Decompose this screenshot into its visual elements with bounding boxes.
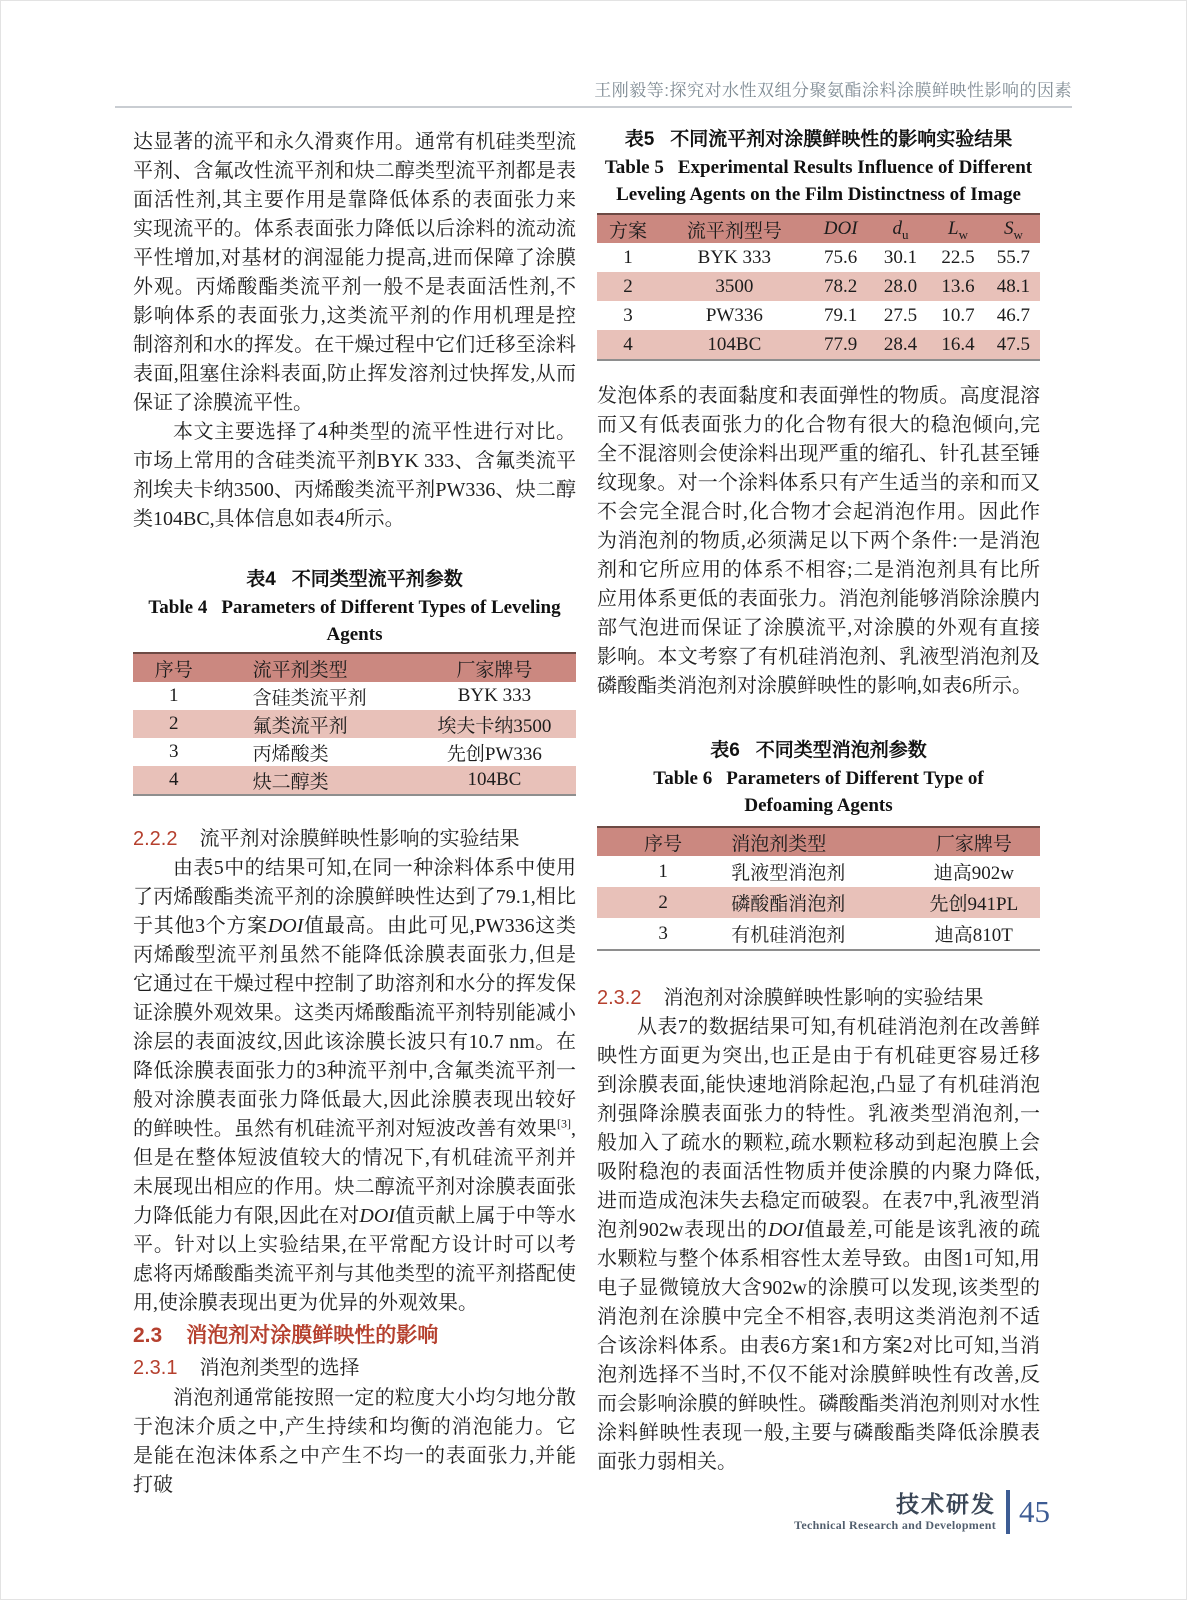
table4-caption-cn <box>133 566 576 594</box>
table-cell: 46.7 <box>996 304 1031 326</box>
section-number: 2.3.1 <box>133 1357 178 1379</box>
table-cell: 55.7 <box>996 246 1031 268</box>
table-cell: 79.1 <box>824 304 858 326</box>
section-2-3-2-heading <box>597 983 1040 1013</box>
section-2-3-1-body <box>133 1384 576 1500</box>
right-column-para-defoamer <box>597 382 1040 701</box>
table5-caption-cn <box>597 126 1040 154</box>
table-row <box>133 682 576 710</box>
column-header: $L_w$ <box>948 218 968 242</box>
table-caption-title: 不同类型消泡剂参数 <box>755 740 927 761</box>
left-column-para-intro <box>133 418 576 534</box>
section-2-2-2-body <box>133 854 576 1318</box>
paragraph: 达显著的流平和永久滑爽作用。通常有机硅类型流平剂、含氟改性流平剂和炔二醇类型流平剂都是表面活性剂,其主要作用是靠降低体系的表面张力来实现流平的。体系表面张力降低以后涂料的流动流平性增加,对基材的润湿能力提高,进而保障了涂膜外观。丙烯酸酯类流平剂一般不是表面活性剂,不影响体系的表面张力,这类流平剂的作用机理是控制溶剂和水的挥发。在干燥过程中它们迁移至涂料表面,阻塞住涂料表面,防止挥发溶剂过快挥发,从而保证了涂膜流平性。 <box>133 131 576 414</box>
column-header: 序号 <box>644 833 683 855</box>
table-cell: 2 <box>658 891 668 913</box>
table-4 <box>133 652 576 796</box>
table-cell: 104BC <box>467 769 522 790</box>
column-header: 厂家牌号 <box>456 659 533 681</box>
page-number: 45 <box>1019 1494 1050 1529</box>
section-number: 2.3.2 <box>597 987 642 1009</box>
table-cell: PW336 <box>705 304 763 326</box>
table-cell: 78.2 <box>824 275 858 297</box>
section-number: 2.2.2 <box>133 828 178 850</box>
section-number: 2.3 <box>133 1324 163 1347</box>
table6-caption-cn <box>597 737 1040 765</box>
column-header: 序号 <box>154 659 193 681</box>
table-row <box>133 738 576 766</box>
table-cell: 炔二醇类 <box>252 771 329 793</box>
section-title: 消泡剂对涂膜鲜映性的影响 <box>186 1324 439 1347</box>
table-row <box>597 272 1040 301</box>
text-run: 从表7的数据结果可知,有机硅消泡剂在改善鲜映性方面更为突出,也正是由于有机硅更容易迁移到涂膜表面,能快速地消除起泡,凸显了有机硅消泡剂强降涂膜表面张力的特性。乳液类型消泡剂,一般加入了疏水的颗粒,疏水颗粒移动到起泡膜上会吸附稳泡的表面活性物质并使涂膜的内聚力降低,进而造成泡沫失去稳定而破裂。在表7中,乳液型消泡剂902w表现出的 <box>597 1016 1040 1241</box>
table-cell: 10.7 <box>941 304 975 326</box>
table-cell: 埃夫卡纳3500 <box>437 715 552 737</box>
table-cell: 2 <box>623 275 633 297</box>
text-run: 值最高。由此可见,PW336这类丙烯酸型流平剂虽然不能降低涂膜表面张力,但是它通过在干燥过程中控制了助溶剂和水分的挥发保证涂膜外观效果。这类丙烯酸酯流平剂特别能减小涂层的表面波纹,因此该涂膜长波只有10.7 nm。在降低涂膜表面张力的3种流平剂中,含氟类流平剂一般对涂膜表面张力降低最大,因此涂膜表现出较好的鲜映性。虽然有机硅流平剂对短波改善有效果 <box>133 915 577 1140</box>
paragraph: 发泡体系的表面黏度和表面弹性的物质。高度混溶而又有低表面张力的化合物有很大的稳泡倾向,完全不混溶则会使涂料出现严重的缩孔、针孔甚至锤纹现象。对一个涂料体系只有产生适当的亲和而又不会完全混合时,化合物才会起消泡作用。因此作为消泡剂的物质,必须满足以下两个条件:一是消泡剂和它所应用的体系不相容;二是消泡剂具有比所应用体系更低的表面张力。消泡剂能够消除涂膜内部气泡进而保证了涂膜流平,对涂膜的外观有直接影响。本文考察了有机硅消泡剂、乳液型消泡剂及磷酸酯类消泡剂对涂膜鲜映性的影响,如表6所示。 <box>597 385 1040 697</box>
table4-block <box>133 566 576 796</box>
table-cell: 48.1 <box>996 275 1031 297</box>
table-caption-line1: Experimental Results Influence of Different <box>677 157 1033 178</box>
table-caption-title: Parameters of Different Types of Leveling Agents <box>221 597 561 645</box>
footer-section-cn: 技术研发 <box>896 1491 996 1517</box>
table6-caption-en <box>597 765 1040 819</box>
table-header-row <box>597 214 1040 243</box>
table-cell: 28.0 <box>883 275 918 297</box>
table-caption-label: Table 5 <box>604 157 664 178</box>
section-title: 流平剂对涂膜鲜映性影响的实验结果 <box>199 828 520 850</box>
doi-italic: DOI <box>359 1205 395 1227</box>
table6-block <box>597 737 1040 951</box>
paragraph <box>133 854 576 1318</box>
paragraph: 本文主要选择了4种类型的流平性进行对比。市场上常用的含硅类流平剂BYK 333、含氟类流平剂埃夫卡纳3500、丙烯酸类流平剂PW336、炔二醇类104BC,具体信息如表4所示。 <box>133 421 576 530</box>
table-row <box>597 243 1040 272</box>
table-cell: 77.9 <box>824 333 858 355</box>
table-cell: 迪高810T <box>934 925 1013 946</box>
section-2-3-2-body <box>597 1013 1040 1477</box>
column-header: 厂家牌号 <box>935 833 1012 855</box>
table-5 <box>597 213 1040 361</box>
table-cell: 先创941PL <box>929 894 1019 915</box>
table-header-row <box>133 653 576 682</box>
text-run: 值贡献上属于中等水平。针对以上实验结果,在平常配方设计时可以考虑将丙烯酸酯类流平剂与其他类型的流平剂搭配使用,使涂膜表现出更为优异的外观效果。 <box>133 1205 577 1314</box>
table-cell: 2 <box>169 713 179 734</box>
doi-italic: DOI <box>267 915 304 937</box>
table-row <box>597 856 1040 887</box>
table-caption-label: 表5 <box>624 129 655 150</box>
citation-ref: [3] <box>557 1116 571 1131</box>
table-cell: 有机硅消泡剂 <box>731 925 846 946</box>
table-row <box>133 710 576 738</box>
column-header: 方案 <box>609 220 648 242</box>
table-cell: 13.6 <box>941 275 975 297</box>
page-footer <box>794 1490 1050 1534</box>
table-cell: 22.5 <box>941 246 975 268</box>
table-cell: 丙烯酸类 <box>252 743 329 765</box>
column-header: 流平剂类型 <box>252 659 348 681</box>
table-cell: 27.5 <box>883 304 918 326</box>
table-caption-line2: Leveling Agents on the Film Distinctness of Image <box>616 184 1021 205</box>
text-run: 由表5中的结果可知,在同一种涂料体系中使用了丙烯酸酯类流平剂的涂膜鲜映性达到了79.1,相比于其他3个方案 <box>133 857 576 937</box>
table-cell: 乳液型消泡剂 <box>731 863 846 884</box>
table-6 <box>597 826 1040 951</box>
text-run: 值最差,可能是该乳液的疏水颗粒与整个体系相容性太差导致。由图1可知,用电子显微镜放大含902w的涂膜可以发现,该类型的消泡剂在涂膜中完全不相容,表明这类消泡剂不适合该涂料体系。由表6方案1和方案2对比可知,当消泡剂选择不当时,不仅不能对涂膜鲜映性有改善,反而会影响涂膜的鲜映性。磷酸酯类消泡剂则对水性涂料鲜映性表现一般,主要与磷酸酯类降低涂膜表面张力弱相关。 <box>597 1219 1040 1473</box>
table-row <box>597 301 1040 330</box>
doi-italic: DOI <box>768 1219 804 1241</box>
column-header: 流平剂型号 <box>686 220 782 242</box>
table-header-row <box>597 827 1040 856</box>
table-cell: 氟类流平剂 <box>252 715 348 737</box>
table-caption-label: 表4 <box>246 569 276 590</box>
table-caption-line1: Parameters of Different Type of <box>726 768 984 789</box>
section-2-3-1-heading <box>133 1353 576 1383</box>
table-cell: 30.1 <box>883 246 918 268</box>
table-row <box>133 766 576 795</box>
footer-labels <box>794 1491 996 1533</box>
table-cell: 1 <box>169 685 179 706</box>
table-cell: 3 <box>169 741 179 762</box>
table-cell: 28.4 <box>883 333 918 355</box>
table-cell: 4 <box>169 769 179 790</box>
table-row <box>597 330 1040 360</box>
section-title: 消泡剂对涂膜鲜映性影响的实验结果 <box>663 987 984 1009</box>
table-cell: 磷酸酯消泡剂 <box>731 894 846 915</box>
section-2-3-heading <box>133 1320 576 1352</box>
column-header: $d_u$ <box>892 218 909 242</box>
table-cell: 3500 <box>715 275 754 297</box>
table5-caption-en <box>597 154 1040 208</box>
section-title: 消泡剂类型的选择 <box>199 1357 360 1379</box>
paragraph: 消泡剂通常能按照一定的粒度大小均匀地分散于泡沫介质之中,产生持续和均衡的消泡能力。它是能在泡沫体系之中产生不均一的表面张力,并能打破 <box>133 1387 576 1496</box>
running-head: 王刚毅等:探究对水性双组分聚氨酯涂料涂膜鲜映性影响的因素 <box>594 81 1072 100</box>
table4-caption-en <box>133 594 576 648</box>
table-cell: 1 <box>658 860 668 882</box>
table-cell: BYK 333 <box>697 246 772 268</box>
table-cell: BYK 333 <box>457 685 532 706</box>
table-caption-title: 不同流平剂对涂膜鲜映性的影响实验结果 <box>670 129 1013 150</box>
table-cell: 4 <box>623 333 633 355</box>
table-caption-title: 不同类型流平剂参数 <box>291 569 463 590</box>
table-cell: 16.4 <box>941 333 975 355</box>
column-header: $S_w$ <box>1003 218 1023 242</box>
table-caption-label: Table 6 <box>653 768 713 789</box>
column-header: 消泡剂类型 <box>731 833 827 855</box>
table-cell: 3 <box>658 922 668 944</box>
left-column-para-continued <box>133 128 576 418</box>
header-rule <box>115 106 1072 108</box>
table-cell: 47.5 <box>996 333 1031 355</box>
footer-section-en: Technical Research and Development <box>794 1518 996 1532</box>
table-cell: 1 <box>623 246 633 268</box>
text-run: ,但是在整体短波值较大的情况下,有机硅流平剂并未展现出相应的作用。炔二醇流平剂对涂膜表面张力降低能力有限,因此在对 <box>133 1118 576 1227</box>
table-cell: 含硅类流平剂 <box>252 687 367 709</box>
table-row <box>597 887 1040 918</box>
table-row <box>597 918 1040 950</box>
table-caption-line2: Defoaming Agents <box>744 795 893 816</box>
table-cell: 迪高902w <box>933 863 1014 884</box>
table-cell: 104BC <box>707 333 762 355</box>
table-cell: 3 <box>623 304 633 326</box>
table-cell: 75.6 <box>824 246 858 268</box>
table-caption-label: Table 4 <box>148 597 208 618</box>
section-2-2-2-heading <box>133 824 576 854</box>
table5-block <box>597 126 1040 361</box>
footer-divider-bar <box>1006 1490 1010 1534</box>
table-cell: 先创PW336 <box>446 743 542 765</box>
column-header: DOI <box>823 218 858 239</box>
paragraph <box>597 1013 1040 1477</box>
table-caption-label: 表6 <box>710 740 740 761</box>
